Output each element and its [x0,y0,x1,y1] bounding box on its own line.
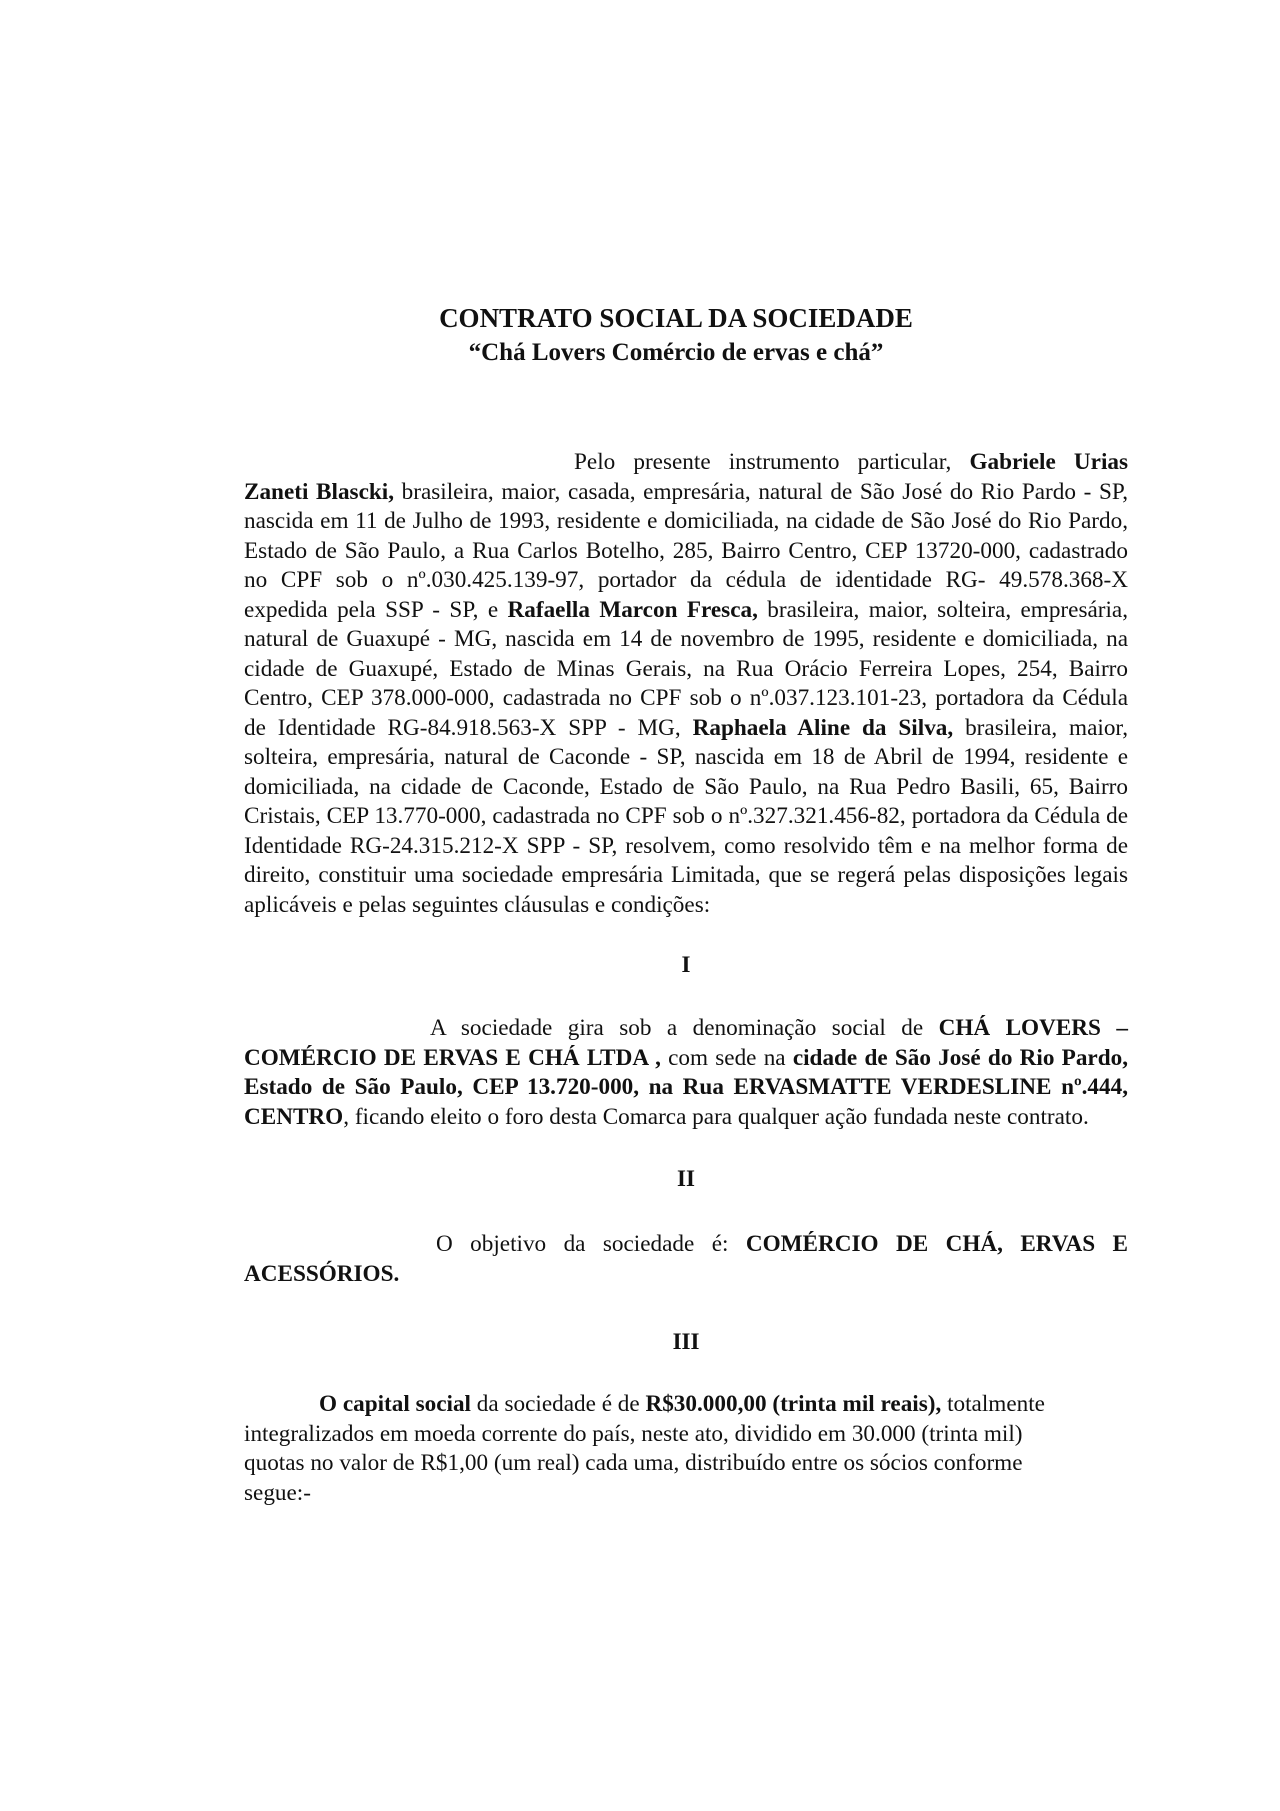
partner2-details: brasileira, maior, solteira, empresária, natural de Guaxupé - MG, nascida em 14 de novembro de 1995, residente e domiciliada, na cidade de Guaxupé, Estado de Minas Gerais, na Rua Orácio Ferreira Lopes, 254, Bairro Centro, CEP 378.000-000, cadastrada no CPF sob o nº.037.123.101-23, portadora da Cédula de Identidade RG-84.918.563-X SPP - MG, [244,596,1129,741]
clause1-paragraph [244,1014,1128,1132]
partner1-details: brasileira, maior, casada, empresária, natural de São José do Rio Pardo - SP, nascida em 11 de Julho de 1993, residente e domiciliada, na cidade de São José do Rio Pardo, Estado de São Paulo, a Rua Carlos Botelho, 285, Bairro Centro, CEP 13720-000, cadastrado no CPF sob o nº.030.425.139-97, portador da cédula de identidade RG- 49.578.368-X expedida pela SSP - SP, e [244,478,1128,623]
clause3-text-a: da sociedade é de [471,1391,646,1417]
document-page [244,300,1128,1508]
company-address: cidade de São José do Rio Pardo, Estado de São Paulo, CEP 13.720-000, na Rua ERVASMATTE VERDESLINE nº.444, CENTRO [244,1044,1128,1130]
document-title: CONTRATO SOCIAL DA SOCIEDADE [439,303,913,333]
capital-value: R$30.000,00 (trinta mil reais), [645,1391,942,1417]
clause1-text-b: com sede na [660,1044,793,1071]
clause-heading-2: II [677,1166,695,1191]
document-subtitle: “Chá Lovers Comércio de ervas e chá” [468,339,884,366]
company-name: CHÁ LOVERS – COMÉRCIO DE ERVAS E CHÁ LTDA , [244,1015,1128,1071]
partner2-name: Rafaella Marcon Fresca, [507,596,758,623]
company-objective: COMÉRCIO DE CHÁ, ERVAS E ACESSÓRIOS. [244,1231,1128,1287]
clause2-text-a: O objetivo da sociedade é: [436,1231,746,1257]
preamble-paragraph [244,448,1128,920]
clause1-text-a: A sociedade gira sob a denominação social de [430,1015,939,1041]
clause1-text-c: , ficando eleito o foro desta Comarca para qualquer ação fundada neste contrato. [343,1103,1089,1130]
clause3-text-b: totalmente integralizados em moeda corrente do país, neste ato, dividido em 30.000 (trinta mil) quotas no valor de R$1,00 (um real) cada uma, distribuído entre os sócios conforme segue:- [244,1391,1045,1506]
partner1-name: Gabriele Urias Zaneti Blascki, [244,449,1128,505]
clause2-paragraph [244,1230,1128,1289]
clause-heading-1: I [681,952,691,977]
partner3-name: Raphaela Aline da Silva, [692,714,954,741]
preamble-intro: Pelo presente instrumento particular, [574,449,970,475]
clause-heading-3: III [672,1329,700,1354]
clause3-paragraph [244,1390,1074,1508]
partner3-details: brasileira, maior, solteira, empresária, natural de Caconde - SP, nascida em 18 de Abril de 1994, residente e domiciliada, na cidade de Caconde, Estado de São Paulo, na Rua Pedro Basili, 65, Bairro Cristais, CEP 13.770-000, cadastrada no CPF sob o nº.327.321.456-82, portadora da Cédula de Identidade RG-24.315.212-X SPP - SP, resolvem, como resolvido têm e na melhor forma de direito, constituir uma sociedade empresária Limitada, que se regerá pelas disposições legais aplicáveis e pelas seguintes cláusulas e condições: [244,714,1129,918]
title-block [224,300,1128,370]
capital-label: O capital social [319,1391,471,1417]
